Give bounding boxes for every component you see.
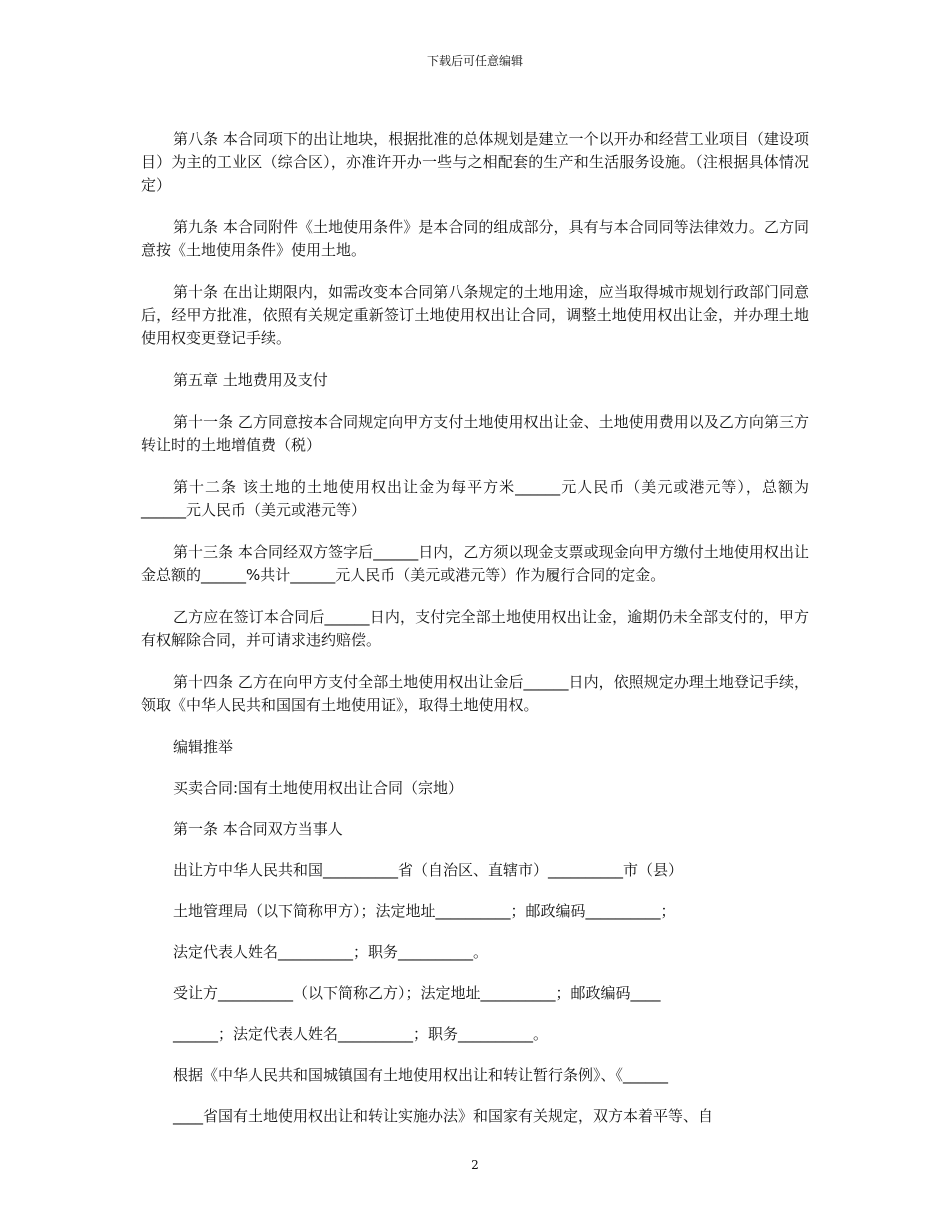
article-13: 第十三条 本合同经双方签字后______日内，乙方须以现金支票或现金向甲方缴付土地使用权出让金总额的______%共计______元人民币（美元或港元等）作为履行合同的定金。	[141, 543, 809, 584]
article-14: 第十四条 乙方在向甲方支付全部土地使用权出让金后______日内，依照规定办理土地登记手续，领取《中华人民共和国国有土地使用证》，取得土地使用权。	[141, 673, 809, 714]
article-8: 第八条 本合同项下的出让地块，根据批准的总体规划是建立一个以开办和经营工业项目（建设项目）为主的工业区（综合区），亦准许开办一些与之相配套的生产和生活服务设施。（注根据具体情况定）	[141, 130, 809, 194]
document-body	[141, 128, 809, 1146]
transferor-line: 出让方中华人民共和国__________省（自治区、直辖市）__________市（县）	[173, 861, 684, 879]
legal-basis-line-1: 根据《中华人民共和国城镇国有土地使用权出让和转让暂行条例》、《______	[173, 1066, 669, 1084]
legal-rep-line-b: ______；法定代表人姓名__________；职务__________。	[173, 1025, 549, 1043]
article-12: 第十二条 该土地的土地使用权出让金为每平方米______元人民币（美元或港元等），总额为______元人民币（美元或港元等）	[141, 478, 809, 519]
land-bureau-line: 土地管理局（以下简称甲方）；法定地址__________；邮政编码__________；	[173, 902, 676, 920]
contract-title: 买卖合同:国有土地使用权出让合同（宗地）	[173, 779, 464, 797]
page-header: 下载后可任意编辑	[426, 54, 523, 68]
article-1: 第一条 本合同双方当事人	[173, 820, 343, 838]
article-11: 第十一条 乙方同意按本合同规定向甲方支付土地使用权出让金、土地使用费用以及乙方向第三方转让时的土地增值费（税）	[141, 413, 809, 454]
payment-deadline-clause: 乙方应在签订本合同后______日内，支付完全部土地使用权出让金，逾期仍未全部支付的，甲方有权解除合同，并可请求违约赔偿。	[141, 608, 809, 649]
legal-rep-line-a: 法定代表人姓名__________；职务__________。	[173, 943, 489, 961]
article-9: 第九条 本合同附件《土地使用条件》是本合同的组成部分，具有与本合同同等法律效力。乙方同意按《土地使用条件》使用土地。	[141, 218, 809, 259]
transferee-line: 受让方__________（以下简称乙方）；法定地址__________；邮政编码____	[173, 984, 661, 1002]
recommendation-heading: 编辑推举	[173, 738, 234, 756]
article-10: 第十条 在出让期限内，如需改变本合同第八条规定的土地用途，应当取得城市规划行政部门同意后，经甲方批准，依照有关规定重新签订土地使用权出让合同，调整土地使用权出让金，并办理土地使用权变更登记手续。	[141, 283, 809, 347]
chapter-5-heading: 第五章 土地费用及支付	[173, 371, 328, 389]
page-number: 2	[471, 1158, 479, 1172]
legal-basis-line-2: ____省国有土地使用权出让和转让实施办法》和国家有关规定，双方本着平等、自	[173, 1107, 714, 1125]
